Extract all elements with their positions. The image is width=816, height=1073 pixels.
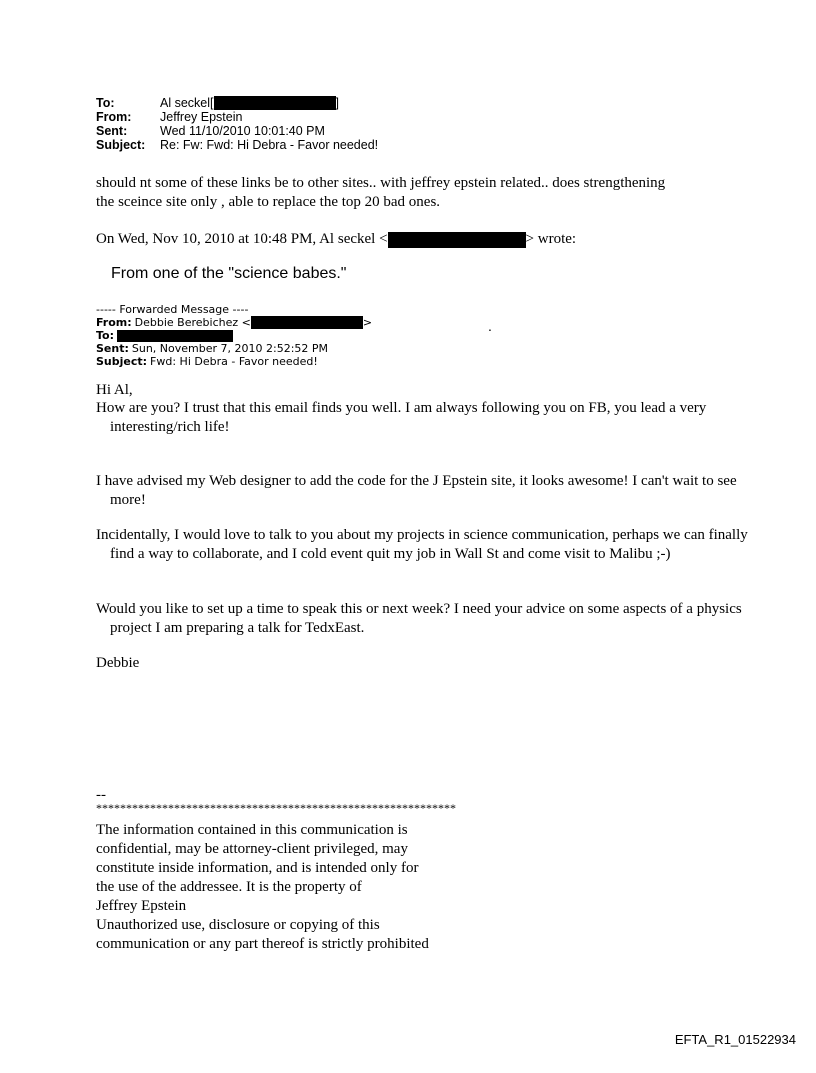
disclaimer (96, 821, 736, 954)
reply-line-1: should nt some of these links be to other sites.. with jeffrey epstein related.. does strengthening (96, 175, 666, 191)
redaction-box (214, 96, 336, 110)
fwd-from-close: > (362, 316, 373, 329)
greeting: Hi Al, (96, 382, 133, 398)
disclaimer-line: communication or any part thereof is strictly prohibited (96, 936, 429, 952)
fwd-from-label: From: (96, 316, 132, 329)
redaction-box (388, 232, 526, 248)
forwarded-marker: ----- Forwarded Message ---- (96, 303, 249, 316)
sent-label: Sent: (96, 124, 128, 138)
quoted-text: From one of the "science babes." (111, 265, 347, 282)
stray-dot: . (488, 318, 492, 334)
subject-label: Subject: (96, 138, 146, 152)
sent-value: Wed 11/10/2010 10:01:40 PM (160, 124, 325, 138)
fwd-subject-row (96, 355, 372, 368)
disclaimer-line: The information contained in this communication is (96, 822, 408, 838)
paragraph-4: Would you like to set up a time to speak this or next week? I need your advice on some aspects of a physics project I am preparing a talk for TedxEast. (96, 601, 742, 636)
paragraph-2: I have advised my Web designer to add the code for the J Epstein site, it looks awesome! I can't wait to see more! (96, 473, 737, 508)
footer-dashes: -- (96, 787, 106, 803)
header-subject-row (96, 138, 378, 152)
fwd-sent-row (96, 342, 372, 355)
redaction-box (251, 316, 363, 329)
paragraph-1: How are you? I trust that this email finds you well. I am always following you on FB, you lead a very interesting/rich life! (96, 400, 707, 435)
disclaimer-line: confidential, may be attorney-client privileged, may (96, 841, 408, 857)
fwd-from-row (96, 316, 372, 329)
footer-stars: ************************************************************ (96, 801, 456, 815)
quote-intro (96, 230, 736, 249)
disclaimer-line: constitute inside information, and is intended only for (96, 860, 419, 876)
disclaimer-line: the use of the addressee. It is the property of (96, 879, 362, 895)
fwd-sent-label: Sent: (96, 342, 129, 355)
to-close: ] (335, 96, 339, 110)
email-header (96, 96, 378, 152)
header-sent-row (96, 124, 378, 138)
header-to-row (96, 96, 378, 110)
fwd-to-row (96, 329, 372, 342)
quote-intro-after: > wrote: (525, 231, 577, 247)
fwd-subject-label: Subject: (96, 355, 148, 368)
reply-line-2: the sceince site only , able to replace the top 20 bad ones. (96, 194, 441, 210)
quote-intro-before: On Wed, Nov 10, 2010 at 10:48 PM, Al seckel < (96, 231, 388, 247)
disclaimer-line: Jeffrey Epstein (96, 898, 187, 914)
reply-body (96, 174, 736, 212)
fwd-subject-value: Fwd: Hi Debra - Favor needed! (150, 355, 318, 368)
signature: Debbie (96, 655, 140, 671)
redaction-box (117, 330, 233, 342)
document-id: EFTA_R1_01522934 (674, 1032, 796, 1047)
fwd-to-label: To: (96, 329, 114, 342)
to-value: Al seckel[ (160, 96, 214, 110)
to-label: To: (96, 96, 115, 110)
subject-value: Re: Fw: Fwd: Hi Debra - Favor needed! (160, 138, 379, 152)
from-label: From: (96, 110, 132, 124)
from-value: Jeffrey Epstein (160, 110, 243, 124)
fwd-from-value: Debbie Berebichez < (134, 316, 251, 329)
forwarded-header (96, 303, 372, 368)
paragraph-3: Incidentally, I would love to talk to you about my projects in science communication, perhaps we can finally find a way to collaborate, and I cold event quit my job in Wall St and come visit to Malibu ;-) (96, 527, 748, 562)
disclaimer-line: Unauthorized use, disclosure or copying of this (96, 917, 380, 933)
fwd-sent-value: Sun, November 7, 2010 2:52:52 PM (131, 342, 329, 355)
header-from-row (96, 110, 378, 124)
